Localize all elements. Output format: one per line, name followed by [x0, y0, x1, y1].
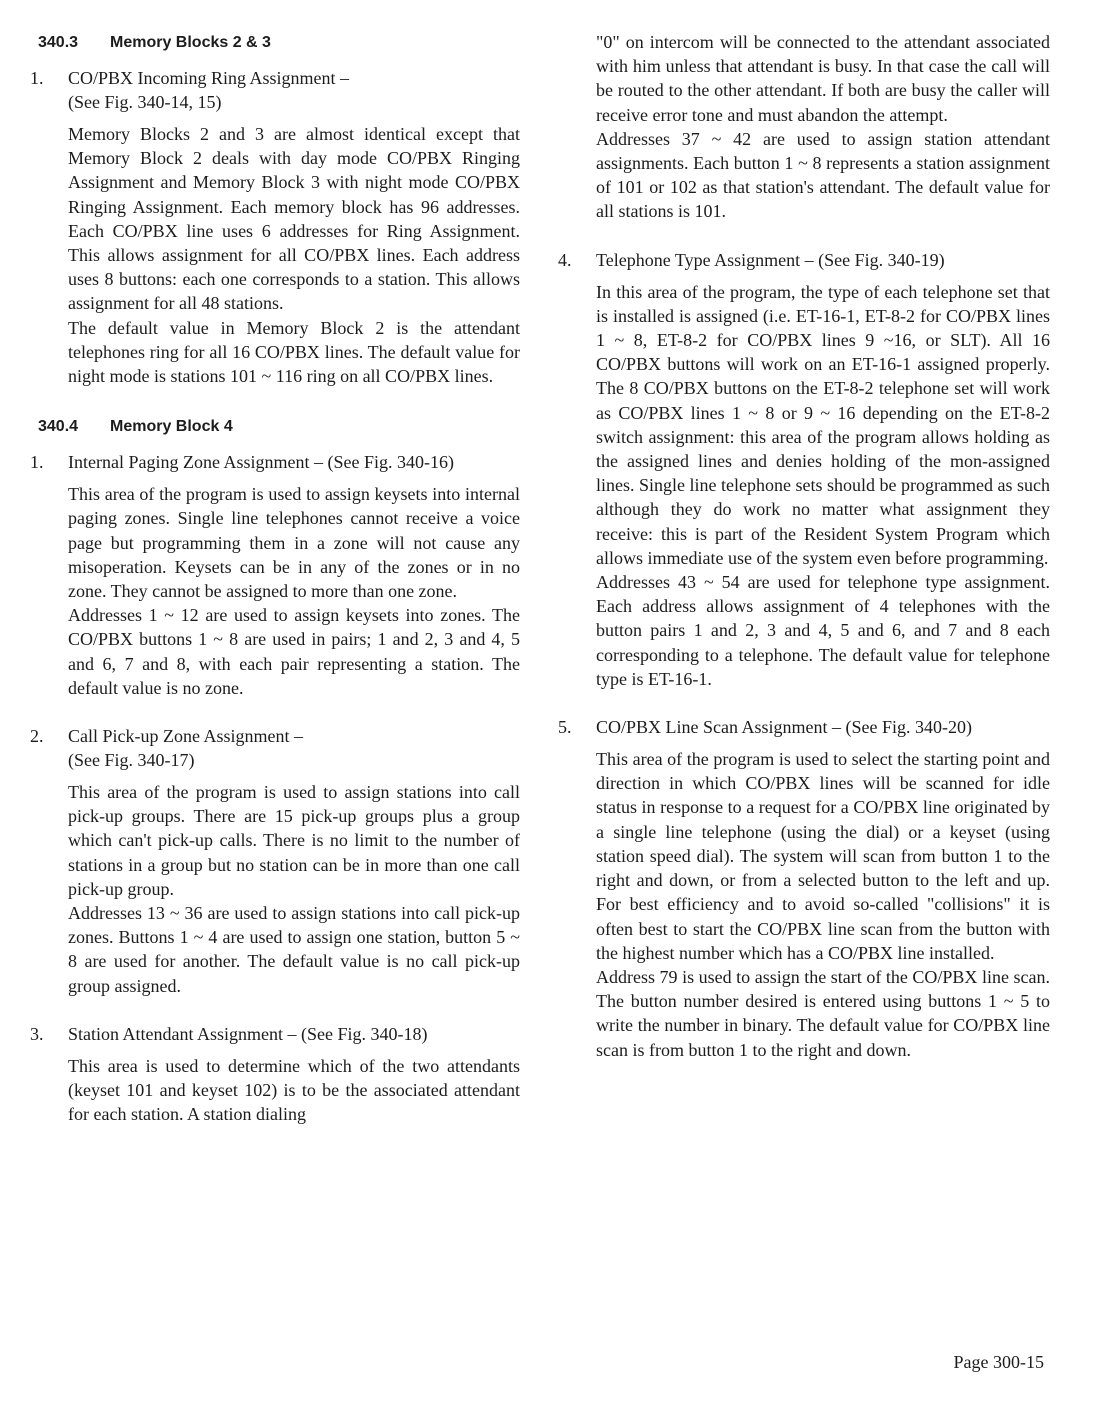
item-figure-ref: (See Fig. 340-17)	[68, 750, 195, 771]
item-co-pbx-incoming-ring	[30, 66, 520, 388]
item-title: CO/PBX Line Scan Assignment – (See Fig. 340-20)	[596, 717, 972, 738]
item-title: Telephone Type Assignment – (See Fig. 340-19)	[596, 249, 945, 270]
item-telephone-type	[558, 248, 1050, 691]
section-heading-340-3	[38, 34, 520, 52]
paragraph: The default value in Memory Block 2 is the attendant telephones ring for all 16 CO/PBX lines. The default value for night mode is stations 101 ~ 116 ring on all CO/PBX lines.	[68, 317, 520, 387]
paragraph: This area is used to determine which of the two attendants (keyset 101 and keyset 102) is to be the associated attendant for each station. A station dialing	[68, 1055, 520, 1125]
item-line-scan	[558, 715, 1050, 1062]
item-title: Station Attendant Assignment – (See Fig. 340-18)	[68, 1023, 428, 1044]
paragraph: In this area of the program, the type of each telephone set that is installed is assigned (i.e. ET-16-1, ET-8-2 for CO/PBX lines 1 ~ 8, ET-8-2 for CO/PBX lines 9 ~16, or SLT). All 16 CO/PBX buttons will work on an ET-16-1 assigned properly. The 8 CO/PBX buttons on the ET-8-2 telephone set will work as CO/PBX lines 1 ~ 8 or 9 ~ 16 depending on the ET-8-2 switch assignment: this area of the program allows holding as the assigned lines and denies holding of the mon-assigned lines. Single line telephone sets should be programmed as such although they do work no matter what assignment they receive: this is part of the Resident System Program which allows immediate use of the system even before programming.	[596, 281, 1050, 568]
section-number: 340.4	[38, 418, 79, 436]
section-title: Memory Blocks 2 & 3	[110, 34, 271, 51]
paragraph: "0" on intercom will be connected to the attendant associated with him unless that attendant is busy. In that case the call will be routed to the other attendant. If both are busy the caller will receive error tone and must abandon the attempt.	[596, 32, 1050, 125]
page-number: Page 300-15	[953, 1352, 1044, 1372]
item-title: Call Pick-up Zone Assignment –	[68, 726, 303, 747]
item-title: CO/PBX Incoming Ring Assignment –	[68, 68, 350, 88]
item-number: 3.	[30, 1023, 44, 1044]
item-number: 1.	[30, 68, 44, 88]
section-heading-340-4	[38, 418, 520, 436]
section-title: Memory Block 4	[110, 418, 233, 436]
item-call-pickup-zone	[30, 724, 520, 998]
paragraph: Memory Blocks 2 and 3 are almost identical except that Memory Block 2 deals with day mode CO/PBX Ringing Assignment and Memory Block 3 with night mode CO/PBX Ringing Assignment. Each memory block has 96 addresses. Each CO/PBX line uses 6 addresses for Ring Assignment. This allows assignment for all CO/PBX lines. Each address uses 8 buttons: each one corresponds to a station. This allows assignment for all 48 stations.	[68, 124, 520, 314]
section-number: 340.3	[38, 34, 79, 51]
paragraph: Addresses 43 ~ 54 are used for telephone type assignment. Each address allows assignment of 4 telephones with the button pairs 1 and 2, 3 and 4, 5 and 6, and 7 and 8 each corresponding to a telephone. The default value for telephone type is ET-16-1.	[596, 572, 1050, 689]
paragraph: This area of the program is used to assign keysets into internal paging zones. Single line telephones cannot receive a voice page but programming them in a zone will not cause any misoperation. Keysets can be in any of the zones or in no zone. They cannot be assigned to more than one zone.	[68, 484, 520, 602]
item-figure-ref: (See Fig. 340-14, 15)	[68, 92, 222, 112]
paragraph: This area of the program is used to assign stations into call pick-up groups. There are 15 pick-up groups plus a group which can't pick-up calls. There is no limit to the number of stations in a group but no station can be in more than one call pick-up group.	[68, 782, 520, 899]
item-title: Internal Paging Zone Assignment – (See Fig. 340-16)	[68, 452, 454, 473]
item-station-attendant	[30, 1022, 520, 1127]
paragraph: This area of the program is used to select the starting point and direction in which CO/PBX lines will be scanned for idle status in response to a request for a CO/PBX line originated by a single line telephone (using the dial) or a keyset (using station speed dial). The system will scan from button 1 to the right and down, or from a selected button to the left and up. For best efficiency and to avoid so-called "collisions" it is often best to start the CO/PBX line scan from the button with the highest number which has a CO/PBX line installed.	[596, 749, 1050, 963]
paragraph: Address 79 is used to assign the start of the CO/PBX line scan. The button number desired is entered using buttons 1 ~ 5 to write the number in binary. The default value for CO/PBX line scan is from button 1 to the right and down.	[596, 966, 1050, 1060]
item-internal-paging-zone	[30, 450, 520, 700]
item-station-attendant-continued	[558, 30, 1050, 224]
paragraph: Addresses 13 ~ 36 are used to assign stations into call pick-up zones. Buttons 1 ~ 4 are used to assign one station, button 5 ~ 8 are used for another. The default value is no call pick-up group assigned.	[68, 903, 520, 996]
item-number: 4.	[558, 249, 572, 270]
item-number: 1.	[30, 452, 44, 473]
left-column	[30, 30, 520, 1147]
paragraph: Addresses 37 ~ 42 are used to assign station attendant assignments. Each button 1 ~ 8 represents a station assignment of 101 or 102 as that station's attendant. The default value for all stations is 101.	[596, 128, 1050, 222]
paragraph: Addresses 1 ~ 12 are used to assign keysets into zones. The CO/PBX buttons 1 ~ 8 are used in pairs; 1 and 2, 3 and 4, 5 and 6, 7 and 8, with each pair representing a station. The default value is no zone.	[68, 605, 520, 698]
item-number: 2.	[30, 726, 44, 747]
item-number: 5.	[558, 717, 572, 738]
right-column	[558, 30, 1050, 1082]
